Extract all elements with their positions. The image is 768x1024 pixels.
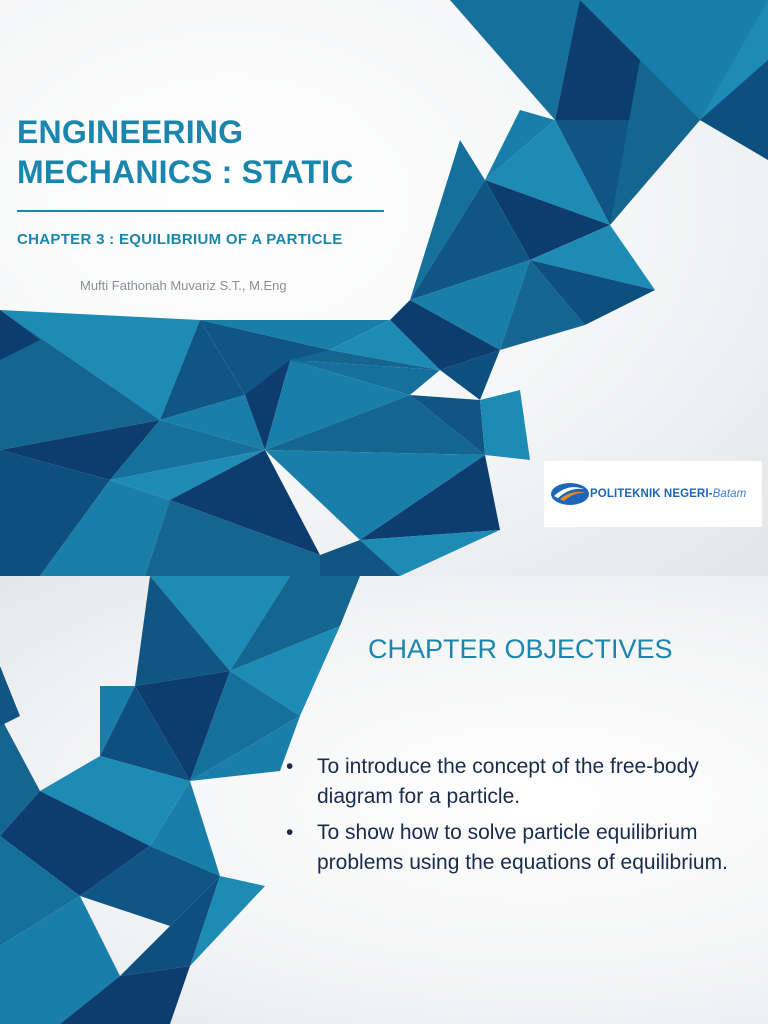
bullet-icon: • bbox=[286, 821, 294, 844]
title-divider bbox=[17, 210, 384, 212]
author-name: Mufti Fathonah Muvariz S.T., M.Eng bbox=[80, 278, 287, 293]
objectives-slide bbox=[0, 576, 768, 1024]
logo-text bbox=[590, 488, 746, 500]
chapter-subtitle: CHAPTER 3 : EQUILIBRIUM OF A PARTICLE bbox=[17, 231, 343, 248]
logo-text-main: POLITEKNIK NEGERI bbox=[590, 488, 709, 500]
logo-text-city: Batam bbox=[712, 488, 747, 500]
bullet-icon: • bbox=[286, 755, 294, 778]
list-item-text: To show how to solve particle equilibrium problems using the equations of equilibrium. bbox=[317, 821, 728, 874]
list-item-text: To introduce the concept of the free-body diagram for a particle. bbox=[317, 755, 699, 808]
list-item bbox=[286, 818, 748, 878]
logo-text-separator: - bbox=[708, 488, 713, 500]
title-line-1: ENGINEERING bbox=[17, 114, 244, 150]
slide-title: CHAPTER OBJECTIVES bbox=[368, 634, 673, 664]
institution-logo bbox=[544, 461, 762, 527]
logo-swoosh-icon bbox=[550, 481, 590, 507]
title-line-2: MECHANICS : STATIC bbox=[17, 154, 354, 190]
presentation-title bbox=[17, 112, 417, 192]
list-item bbox=[286, 752, 748, 812]
objectives-list bbox=[286, 752, 748, 884]
